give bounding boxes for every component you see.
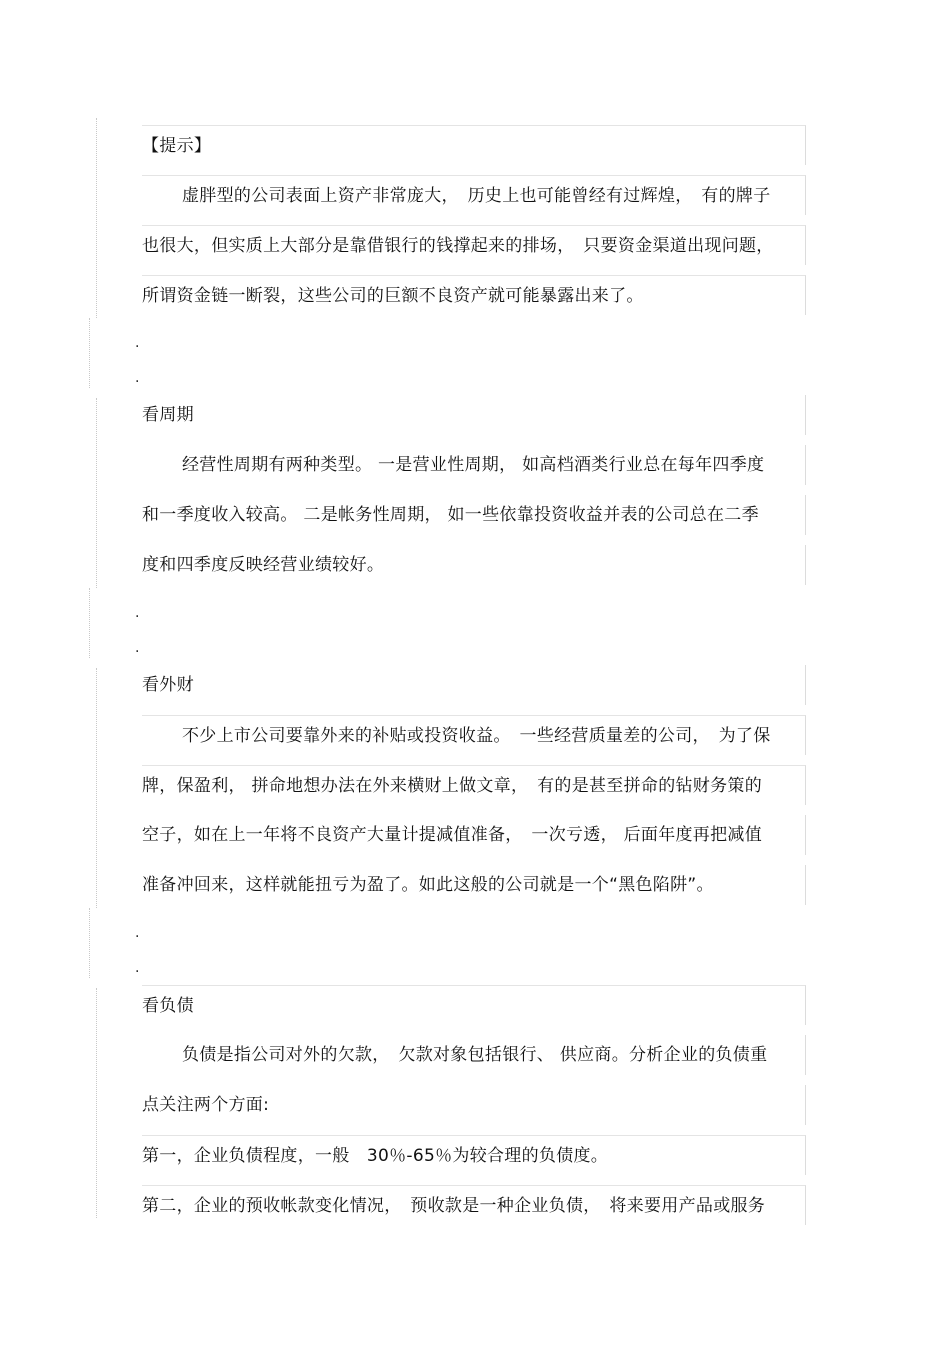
paragraph-line <box>142 1085 806 1125</box>
paragraph-line <box>142 445 806 485</box>
margin-mark <box>96 118 99 318</box>
paragraph-line-text: 也很大，但实质上大部分是靠借银行的钱撑起来的排场， 只要资金渠道出现问题， <box>142 236 774 256</box>
margin-mark <box>89 318 92 388</box>
paragraph-line-text: 准备冲回来，这样就能扭亏为盈了。如此这般的公司就是一个“黑色陷阱”。 <box>142 875 714 895</box>
section-heading-text: 【提示】 <box>142 136 212 156</box>
paragraph-line-text: 所谓资金链一断裂，这些公司的巨额不良资产就可能暴露出来了。 <box>142 286 644 306</box>
separator-dot: . <box>135 605 140 621</box>
paragraph-line <box>142 275 806 315</box>
paragraph-line <box>142 865 806 905</box>
paragraph-line-text: 第一，企业负债程度，一般 30％-65％为较合理的负债度。 <box>142 1146 609 1166</box>
paragraph-line <box>142 495 806 535</box>
paragraph-line-text: 第二，企业的预收帐款变化情况， 预收款是一种企业负债， 将来要用产品或服务 <box>142 1196 766 1216</box>
section-heading-text: 看周期 <box>142 405 194 425</box>
section-heading <box>142 395 806 435</box>
paragraph-line-text: 点关注两个方面: <box>142 1095 270 1115</box>
section-heading <box>142 985 806 1025</box>
separator-dot: . <box>135 925 140 941</box>
margin-mark <box>89 588 92 658</box>
separator-dot: . <box>135 335 140 351</box>
separator-dot: . <box>135 960 140 976</box>
section-heading-text: 看外财 <box>142 675 194 695</box>
section-heading <box>142 665 806 705</box>
paragraph-line-text: 经营性周期有两种类型。 一是营业性周期， 如高档酒类行业总在每年四季度 <box>182 455 765 475</box>
paragraph-line-text: 虚胖型的公司表面上资产非常庞大， 历史上也可能曾经有过辉煌， 有的牌子 <box>182 186 771 206</box>
separator-dot: . <box>135 640 140 656</box>
paragraph-line-text: 不少上市公司要靠外来的补贴或投资收益。 一些经营质量差的公司， 为了保 <box>182 726 771 746</box>
section-heading-text: 看负债 <box>142 996 194 1016</box>
paragraph-line <box>142 715 806 755</box>
paragraph-line <box>142 225 806 265</box>
paragraph-line-text: 牌，保盈利， 拼命地想办法在外来横财上做文章， 有的是甚至拼命的钻财务策的 <box>142 776 763 796</box>
paragraph-line <box>142 1135 806 1175</box>
paragraph-line <box>142 175 806 215</box>
paragraph-line <box>142 545 806 585</box>
margin-mark <box>89 908 92 978</box>
margin-mark <box>96 988 99 1218</box>
separator-dot: . <box>135 370 140 386</box>
paragraph-line-text: 负债是指公司对外的欠款， 欠款对象包括银行、 供应商。分析企业的负债重 <box>182 1045 768 1065</box>
section-heading <box>142 125 806 165</box>
paragraph-line-text: 和一季度收入较高。 二是帐务性周期， 如一些依靠投资收益并表的公司总在二季 <box>142 505 759 525</box>
margin-mark <box>96 668 99 908</box>
paragraph-line-text: 度和四季度反映经营业绩较好。 <box>142 555 385 575</box>
paragraph-line <box>142 1185 806 1225</box>
paragraph-line <box>142 815 806 855</box>
paragraph-line <box>142 1035 806 1075</box>
paragraph-line <box>142 765 806 805</box>
paragraph-line-text: 空子，如在上一年将不良资产大量计提减值准备， 一次亏透， 后面年度再把减值 <box>142 825 763 845</box>
margin-mark <box>96 398 99 588</box>
